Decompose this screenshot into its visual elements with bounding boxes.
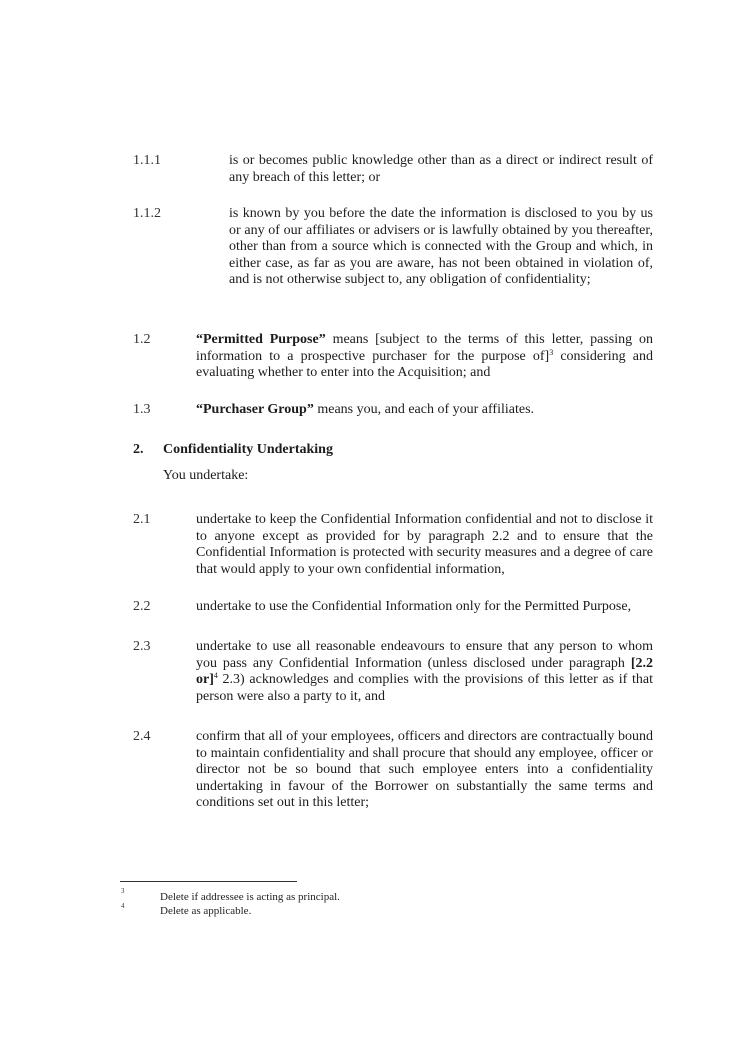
clause-text: undertake to keep the Confidential Information confidential and not to disclose it to anyone except as provided for by paragraph 2.2 and to ensure that the Confidential Information is protected with security measures and a degree of care that would apply to your own confidential information, bbox=[196, 512, 653, 577]
bracketed-ref: [2.2 or] bbox=[196, 655, 653, 687]
clause-number: 2.1 bbox=[133, 512, 151, 527]
defined-term: “Permitted Purpose” bbox=[196, 332, 326, 347]
section-number: 2. bbox=[133, 442, 144, 457]
section-title: Confidentiality Undertaking bbox=[163, 442, 333, 457]
clause-number: 1.2 bbox=[133, 332, 151, 347]
footnote-text: Delete if addressee is acting as principal. bbox=[160, 891, 340, 903]
clause-text: undertake to use all reasonable endeavours to ensure that any person to whom you pass any Confidential Information (unless disclosed under paragraph [2.2 or]$^4$ 2.3) acknowledges and complies with the provisions of this letter as if that person were also a party to it, and bbox=[196, 639, 653, 704]
clause-number: 1.3 bbox=[133, 402, 151, 417]
clause-number: 2.2 bbox=[133, 599, 151, 614]
section-intro: You undertake: bbox=[163, 468, 249, 483]
clause-text: is or becomes public knowledge other than as a direct or indirect result of any breach of this letter; or bbox=[229, 153, 653, 185]
clause-text: “Permitted Purpose” means [subject to the terms of this letter, passing on information to a prospective purchaser for the purpose of]$^3$ considering and evaluating whether to enter into the Acquisition; and bbox=[196, 332, 653, 380]
footnote-text: Delete as applicable. bbox=[160, 905, 252, 917]
footnote-number: 3 bbox=[121, 887, 125, 895]
defined-term: “Purchaser Group” bbox=[196, 402, 314, 417]
clause-text: is known by you before the date the information is disclosed to you by us or any of our affiliates or advisers or is lawfully obtained by you thereafter, other than from a source which is connected with the Group and which, in either case, as far as you are aware, has not been obtained in violation of, and is not otherwise subject to, any obligation of confidentiality; bbox=[229, 206, 653, 287]
clause-text: “Purchaser Group” means you, and each of your affiliates. bbox=[196, 402, 535, 417]
clause-text: undertake to use the Confidential Information only for the Permitted Purpose, bbox=[196, 599, 632, 614]
clause-number: 1.1.2 bbox=[133, 206, 161, 221]
footnote-number: 4 bbox=[121, 902, 125, 910]
clause-number: 1.1.1 bbox=[133, 153, 161, 168]
clause-number: 2.4 bbox=[133, 729, 151, 744]
footnote-divider bbox=[120, 881, 297, 882]
clause-number: 2.3 bbox=[133, 639, 151, 654]
footnote-ref: 4 bbox=[213, 671, 218, 680]
footnote-ref: 3 bbox=[549, 347, 554, 357]
clause-text: confirm that all of your employees, officers and directors are contractually bound to maintain confidentiality and shall procure that should any employee, officer or director not be so bound that such employee enters into a confidentiality undertaking in favour of the Borrower on substantially the same terms and conditions set out in this letter; bbox=[196, 729, 653, 810]
